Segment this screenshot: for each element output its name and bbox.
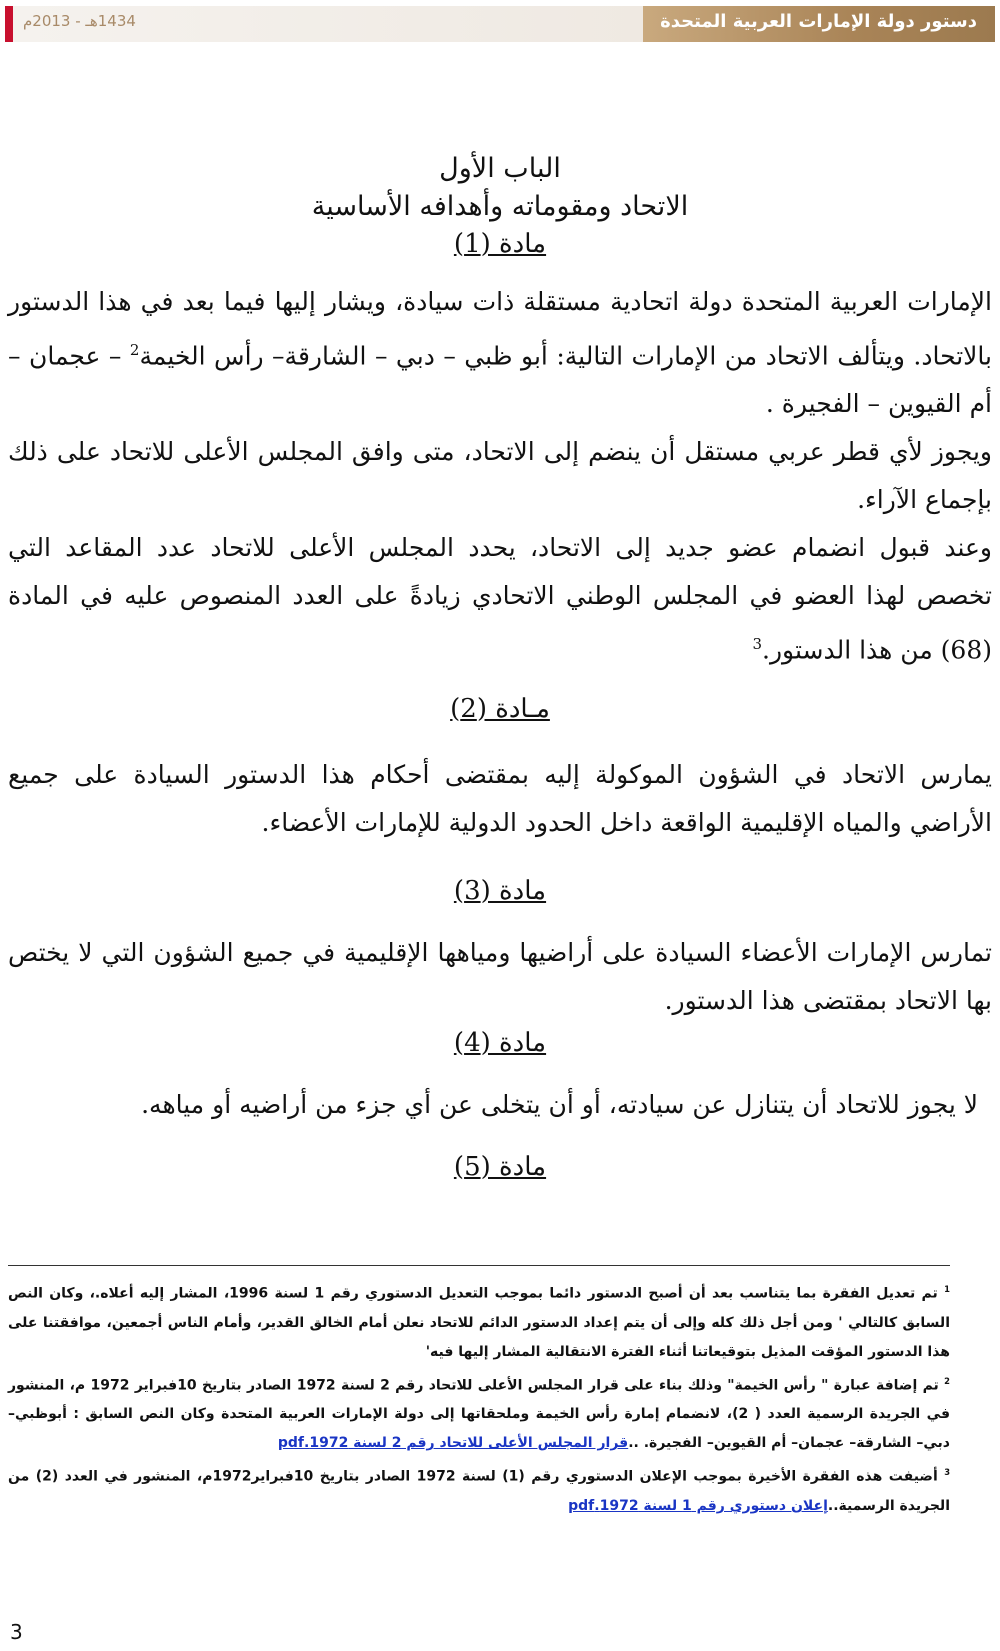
footnote-3-link[interactable]: إعلان دستوري رقم 1 لسنة 1972.pdf bbox=[568, 1497, 828, 1514]
page-number: 3 bbox=[10, 1620, 23, 1644]
article-3-paragraph-1: تمارس الإمارات الأعضاء السيادة على أراضيها ومياهها الإقليمية في جميع الشؤون التي لا يختص بها الاتحاد بمقتضى هذا الدستور. bbox=[8, 937, 992, 1015]
footnote-ref-2[interactable]: 2 bbox=[129, 341, 140, 359]
footnote-3: $^3$ أضيفت هذه الفقرة الأخيرة بموجب الإعلان الدستوري رقم (1) لسنة 1972 الصادر بتاريخ 10فبراير1972م، المنشور في العدد (2) من الجريدة الرسمية..إعلان دستوري رقم 1 لسنة 1972.pdf bbox=[8, 1467, 951, 1514]
header-date: 1434هـ - 2013م bbox=[23, 12, 136, 30]
article-1-paragraph-2: ويجوز لأي قطر عربي مستقل أن ينضم إلى الاتحاد، متى وافق المجلس الأعلى للاتحاد على ذلك بإجماع الآراء. bbox=[8, 437, 992, 515]
main-content bbox=[8, 150, 992, 1185]
article-4-heading: مادة (4) bbox=[453, 1027, 547, 1058]
chapter-title: الباب الأول bbox=[439, 153, 561, 184]
footnote-separator bbox=[8, 1265, 950, 1267]
header-red-edge bbox=[5, 6, 13, 42]
chapter-subtitle: الاتحاد ومقوماته وأهدافه الأساسية bbox=[311, 191, 689, 222]
article-1-paragraph-1: الإمارات العربية المتحدة دولة اتحادية مستقلة ذات سيادة، ويشار إليها فيما بعد في هذا الدستور بالاتحاد. ويتألف الاتحاد من الإمارات التالية: أبو ظبي – دبي – الشارقة– رأس الخيمة$^2$ – عجمان – أم القيوين – الفجيرة . bbox=[8, 287, 992, 419]
article-1-heading: مادة (1) bbox=[453, 229, 547, 259]
article-2-heading: مـادة (2) bbox=[450, 693, 550, 724]
article-2-paragraph-1: يمارس الاتحاد في الشؤون الموكولة إليه بمقتضى أحكام هذا الدستور السيادة على جميع الأراضي والمياه الإقليمية الواقعة داخل الحدود الدولية للإمارات الأعضاء. bbox=[8, 759, 992, 837]
footnote-ref-3[interactable]: 3 bbox=[752, 635, 763, 654]
footnote-1: $^1$ تم تعديل الفقرة بما يتناسب بعد أن أصبح الدستور دائما بموجب التعديل الدستوري رقم 1 لسنة 1996، المشار إليه أعلاه.، وكان النص السابق كالتالي ' ومن أجل ذلك كله وإلى أن يتم إعداد الدستور الدائم للاتحاد نعلن أمام الخالق القدير، وأمام الناس أجمعين، موافقتنا على هذا الدستور المؤقت المذيل بتوقيعاتنا أثناء الفترة الانتقالية المشار إليها فيه' bbox=[8, 1284, 950, 1360]
article-5-heading: مادة (5) bbox=[453, 1151, 547, 1182]
page-header bbox=[5, 6, 995, 42]
header-title: دستور دولة الإمارات العربية المتحدة bbox=[660, 11, 977, 32]
footnote-2: $^2$ تم إضافة عبارة " رأس الخيمة" وذلك بناء على قرار المجلس الأعلى للاتحاد رقم 2 لسنة 1972 الصادر بتاريخ 10فبراير 1972 م، المنشور في الجريدة الرسمية العدد ( 2)، لانضمام إمارة رأس الخيمة وملحقاتها إلى دولة الإمارات العربية المتحدة وكان النص السابق : أبوظبي– دبي– الشارقة– عجمان– أم القيوين– الفجيرة. ..قرار المجلس الأعلى للاتحاد رقم 2 لسنة 1972.pdf bbox=[8, 1375, 950, 1452]
article-1-paragraph-3: وعند قبول انضمام عضو جديد إلى الاتحاد، يحدد المجلس الأعلى للاتحاد عدد المقاعد التي تخصص لهذا العضو في المجلس الوطني الاتحادي زيادةً على العدد المنصوص عليه في المادة (68) من هذا الدستور.$^3$ bbox=[8, 533, 992, 665]
footnote-2-link[interactable]: قرار المجلس الأعلى للاتحاد رقم 2 لسنة 1972.pdf bbox=[277, 1435, 629, 1452]
footnotes bbox=[8, 1275, 950, 1521]
article-4-paragraph-1: لا يجوز للاتحاد أن يتنازل عن سيادته، أو أن يتخلى عن أي جزء من أراضيه أو مياهه. bbox=[141, 1089, 978, 1119]
article-3-heading: مادة (3) bbox=[453, 875, 547, 906]
